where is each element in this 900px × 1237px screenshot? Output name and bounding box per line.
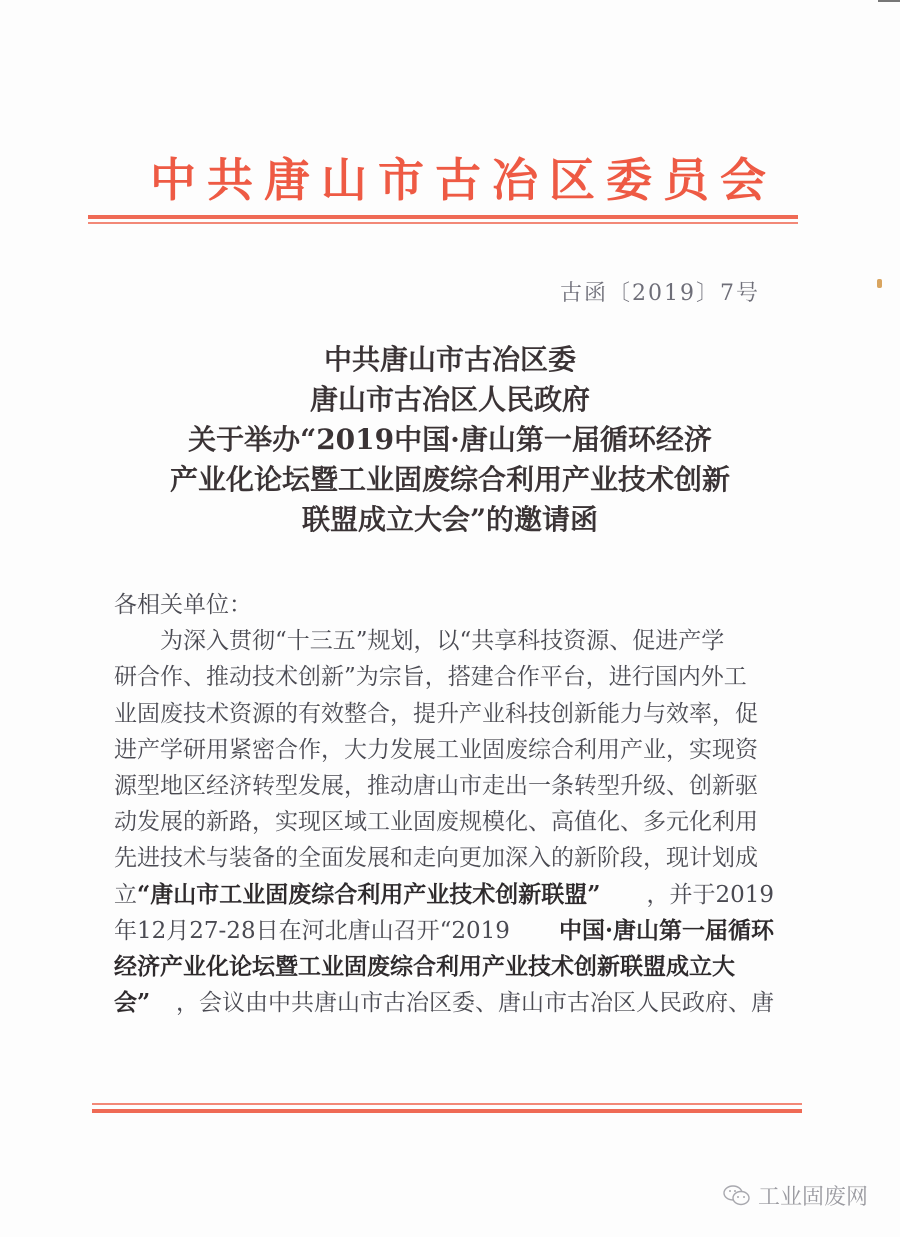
body-text: 立	[114, 881, 137, 908]
document-number: 古函〔2019〕7号	[560, 281, 760, 306]
body-line	[114, 768, 774, 804]
body-text: 年12月27-28日在河北唐山召开“2019	[114, 917, 510, 944]
source-watermark	[722, 1180, 868, 1211]
body-text: 业固废技术资源的有效整合，提升产业科技创新能力与效率，促	[114, 700, 758, 727]
body-line	[114, 732, 774, 768]
body-line	[114, 696, 774, 732]
wechat-icon	[722, 1184, 752, 1208]
footer-rule-thin	[92, 1103, 802, 1105]
alliance-name-bold: “唐山市工业固废综合利用产业技术创新联盟”	[137, 880, 601, 908]
body-text: 源型地区经济转型发展，推动唐山市走出一条转型升级、创新驱	[114, 772, 758, 799]
body-text: ，并于2019	[646, 881, 774, 908]
body-line	[114, 623, 774, 659]
title-line: 唐山市古冶区人民政府	[309, 383, 590, 416]
title-line: 产业化论坛暨工业固废综合利用产业技术创新	[169, 463, 730, 496]
event-name-bold: 经济产业化论坛暨工业固废综合利用产业技术创新联盟成立大	[114, 952, 735, 980]
body-line	[114, 985, 774, 1021]
event-name-bold: 会”	[114, 989, 151, 1017]
document-title	[100, 340, 800, 540]
title-line: 联盟成立大会”的邀请函	[301, 503, 599, 536]
footer-rule-thick	[92, 1109, 802, 1113]
watermark-text: 工业固废网	[758, 1185, 869, 1210]
body-line	[114, 877, 774, 913]
issuing-organization-header: 中共唐山市古冶区委员会	[150, 153, 777, 207]
body-text: 进产学研用紧密合作，大力发展工业固废综合利用产业，实现资	[114, 736, 758, 763]
letter-body	[114, 587, 774, 1021]
scan-corner-mark	[878, 0, 900, 2]
body-text: ，会议由中共唐山市古冶区委、唐山市古冶区人民政府、唐	[176, 990, 774, 1017]
body-text: 动发展的新路，实现区域工业固废规模化、高值化、多元化利用	[114, 809, 758, 836]
scan-spot	[877, 279, 882, 288]
body-text: 为深入贯彻“十三五”规划，以“共享科技资源、促进产学	[160, 628, 725, 655]
header-rule-thin	[88, 222, 798, 224]
salutation: 各相关单位：	[114, 592, 252, 618]
body-line	[114, 913, 774, 949]
body-text: 先进技术与装备的全面发展和走向更加深入的新阶段，现计划成	[114, 845, 758, 872]
body-line	[114, 804, 774, 840]
body-line	[114, 840, 774, 876]
body-line	[114, 949, 774, 985]
event-name-bold: 中国·唐山第一届循环	[558, 916, 774, 944]
title-line: 关于举办“2019中国·唐山第一届循环经济	[188, 423, 712, 456]
header-rule-thick	[88, 215, 798, 219]
title-line: 中共唐山市古冶区委	[323, 343, 576, 376]
body-line	[114, 659, 774, 695]
body-text: 研合作、推动技术创新”为宗旨，搭建合作平台，进行国内外工	[114, 664, 747, 691]
